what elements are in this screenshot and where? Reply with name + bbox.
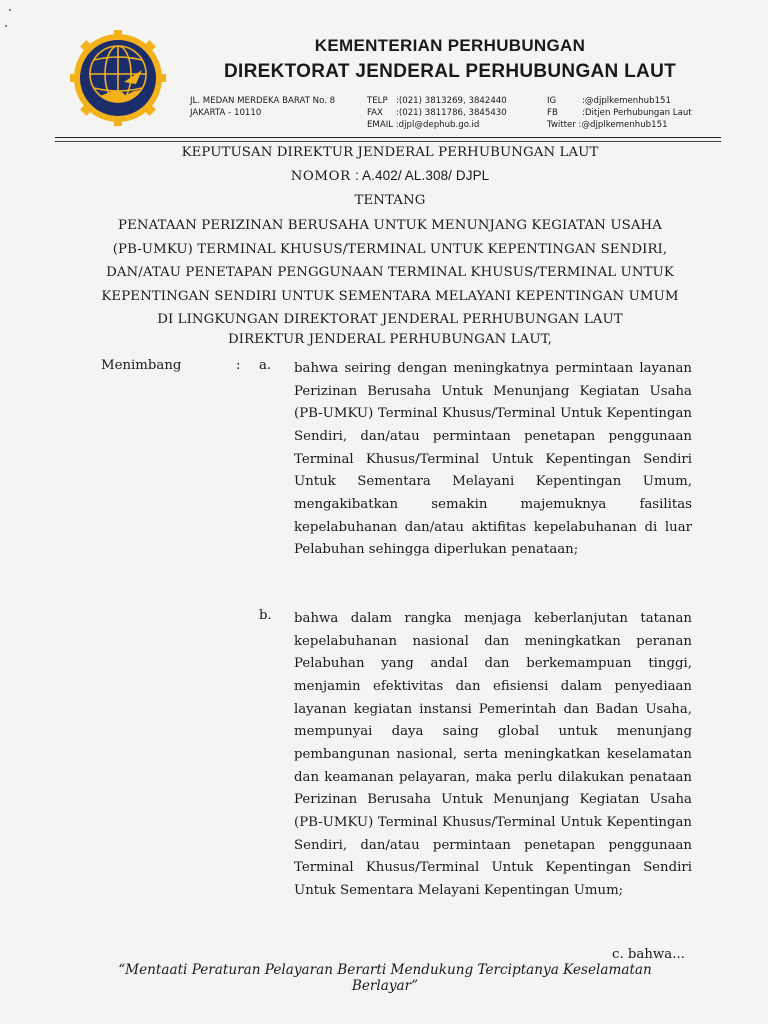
number-label: NOMOR (290, 169, 351, 184)
considerations-colon: : (236, 358, 241, 373)
scan-speck (9, 9, 11, 11)
fb-value: :Ditjen Perhubungan Laut (582, 108, 692, 118)
scan-speck (5, 25, 7, 27)
item-a-text: bahwa seiring dengan meningkatnya permintaan layanan Perizinan Berusaha Untuk Menunjang Kegiatan Usaha (PB-UMKU) Terminal Khusus/Terminal Untuk Kepentingan Sendiri, dan/atau permintaan penetapan penggunaan Terminal Khusus/Terminal Untuk Kepentingan Sendiri Untuk Sementara Melayani Kepentingan Umum, mengakibatkan semakin majemuknya fasilitas kepelabuhanan dan/atau aktifitas kepelabuhanan di luar Pelabuhan sehingga diperlukan penataan; (294, 361, 692, 558)
email-label: EMAIL (367, 120, 394, 130)
fb-label: FB (547, 108, 558, 118)
decree-title: KEPUTUSAN DIREKTUR JENDERAL PERHUBUNGAN LAUT (181, 145, 599, 160)
director-title: DIREKTUR JENDERAL PERHUBUNGAN LAUT, (227, 332, 553, 347)
ig-value: :@djplkemenhub151 (582, 96, 671, 106)
twitter-value: :@djplkemenhub151 (578, 120, 668, 130)
email-value: :djpl@dephub.go.id (395, 120, 480, 130)
about-heading: TENTANG (354, 193, 426, 208)
subject-line: PENATAAN PERIZINAN BERUSAHA UNTUK MENUNJANG KEGIATAN USAHA (118, 218, 662, 233)
telp-label: TELP (367, 96, 388, 106)
twitter-label: Twitter (547, 120, 576, 130)
item-b-letter: b. (259, 608, 272, 623)
address-line: JL. MEDAN MERDEKA BARAT No. 8 (190, 96, 336, 106)
item-a-letter: a. (259, 358, 272, 373)
ig-label: IG (547, 96, 557, 106)
decree-number (80, 168, 700, 184)
number-value: : A.402/ AL.308/ DJPL (355, 168, 490, 183)
fax-label: FAX (367, 108, 383, 118)
phone-block (367, 95, 507, 131)
subject-line: DAN/ATAU PENETAPAN PENGGUNAAN TERMINAL KHUSUS/TERMINAL UNTUK (106, 265, 674, 281)
subject-line: KEPENTINGAN SENDIRI UNTUK SEMENTARA MELAYANI KEPENTINGAN UMUM (101, 288, 679, 304)
continuation-marker: c. bahwa... (612, 947, 685, 962)
letterhead-divider (55, 137, 721, 138)
ministry-name: KEMENTERIAN PERHUBUNGAN (314, 36, 586, 55)
ministry-emblem-icon (70, 30, 166, 126)
subject-line: DI LINGKUNGAN DIREKTORAT JENDERAL PERHUBUNGAN LAUT (157, 312, 623, 328)
social-block (547, 95, 692, 131)
directorate-name: DIREKTORAT JENDERAL PERHUBUNGAN LAUT (223, 61, 677, 82)
telp-value: :(021) 3813269, 3842440 (396, 96, 507, 106)
address-city: JAKARTA - 10110 (190, 108, 262, 118)
fax-value: :(021) 3811786, 3845430 (396, 108, 507, 118)
considerations-label: Menimbang (101, 358, 182, 373)
decree-subject (80, 214, 700, 332)
letterhead-divider-thin (55, 141, 721, 142)
subject-line: (PB-UMKU) TERMINAL KHUSUS/TERMINAL UNTUK KEPENTINGAN SENDIRI, (112, 241, 668, 257)
address-block (190, 95, 335, 119)
item-b-text: bahwa dalam rangka menjaga keberlanjutan tatanan kepelabuhanan nasional dan meningkatkan peranan Pelabuhan yang andal dan berkemampuan tinggi, menjamin efektivitas dan efisiensi dalam penyediaan layanan kegiatan instansi Pemerintah dan Badan Usaha, mempunyai daya saing global untuk menunjang pembangunan nasional, serta meningkatkan keselamatan dan keamanan pelayaran, maka perlu dilakukan penataan Perizinan Berusaha Untuk Menunjang Kegiatan Usaha (PB-UMKU) Terminal Khusus/Terminal Untuk Kepentingan Sendiri, dan/atau permintaan penetapan penggunaan Terminal Khusus/Terminal Untuk Kepentingan Sendiri Untuk Sementara Melayani Kepentingan Umum; (294, 611, 692, 898)
motto: “Mentaati Peraturan Pelayaran Berarti Mendukung Terciptanya Keselamatan Berlayar” (118, 962, 652, 994)
